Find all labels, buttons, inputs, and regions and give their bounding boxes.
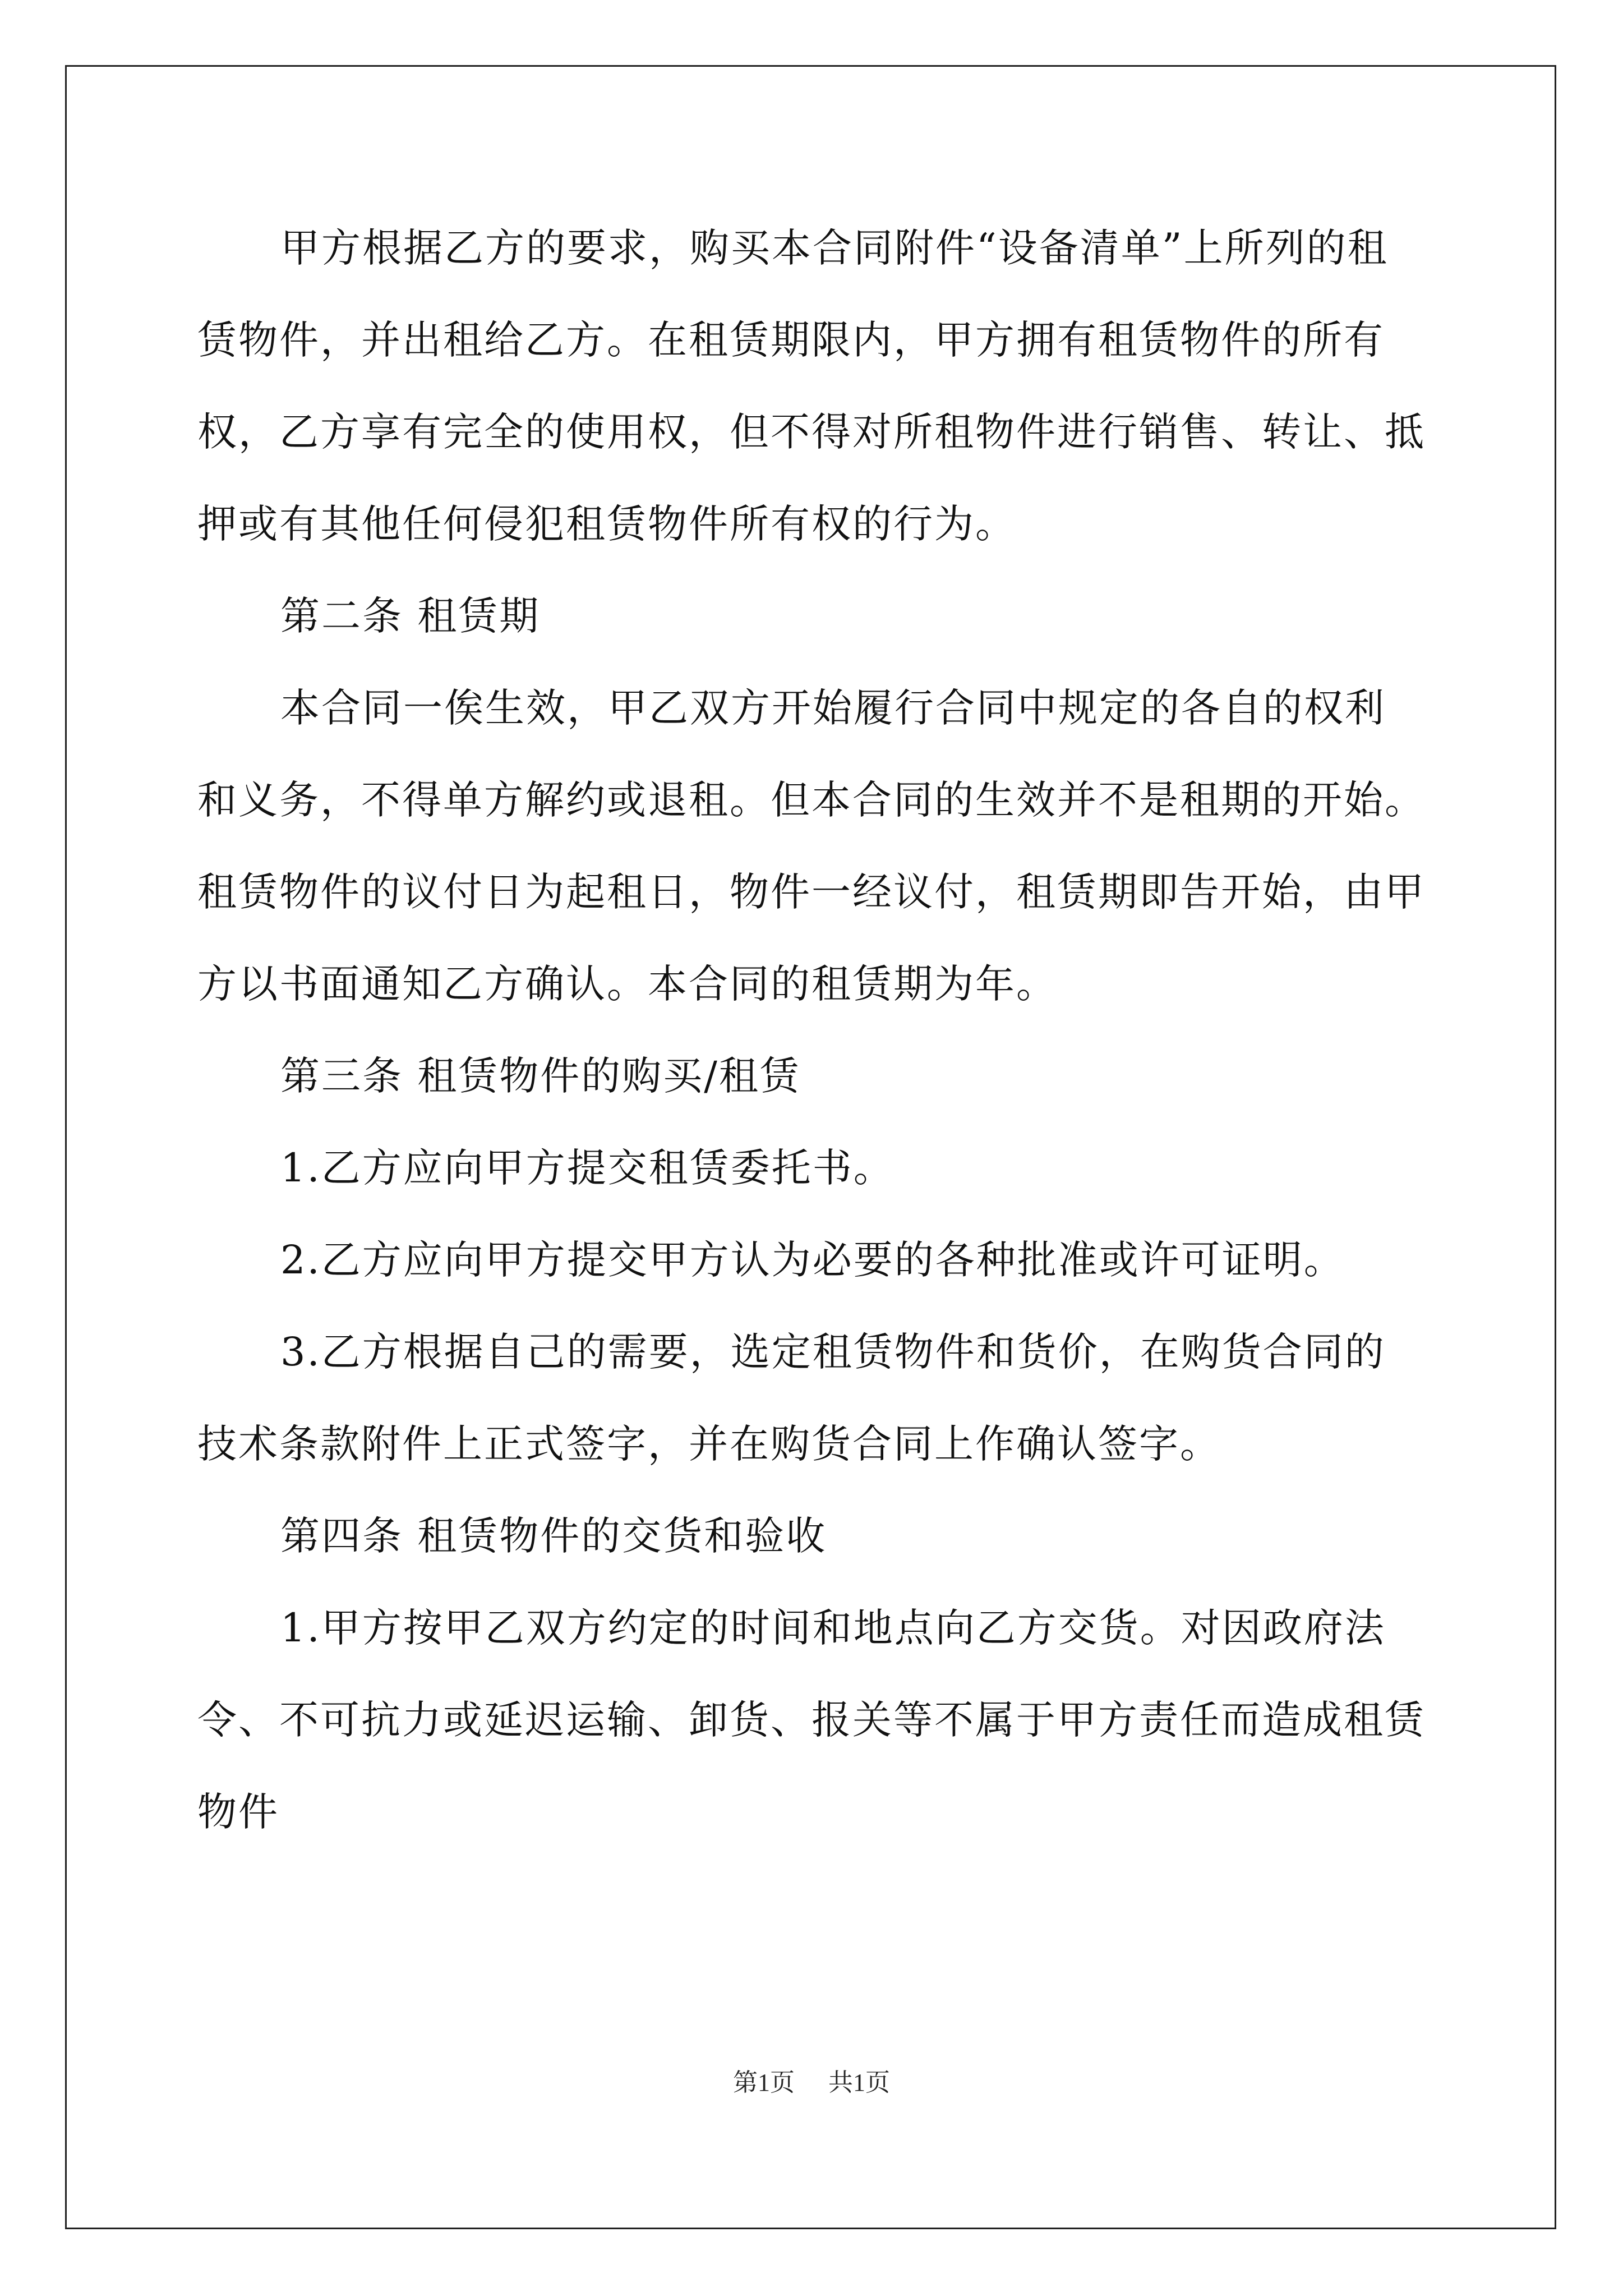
page-number: 第1页 [733, 2069, 795, 2096]
clause-3-1: 1.乙方应向甲方提交租赁委托书。 [280, 1145, 895, 1191]
clause-3-2: 2.乙方应向甲方提交甲方认为必要的各种批准或许可证明。 [280, 1237, 1345, 1283]
paragraph-lease-term: 本合同一俟生效，甲乙双方开始履行合同中规定的各自的权利和义务，不得单方解约或退租。但本合同的生效并不是租期的开始。租赁物件的议付日为起租日，物件一经议付，租赁期即告开始，由甲方以书面通知乙方确认。本合同的租赁期为年。 [197, 685, 1426, 1007]
article-4-heading: 第四条 租赁物件的交货和验收 [280, 1513, 827, 1559]
clause-4-1: 1.甲方按甲乙双方约定的时间和地点向乙方交货。对因政府法令、不可抗力或延迟运输、卸货、报关等不属于甲方责任而造成租赁物件 [197, 1605, 1426, 1835]
page-total: 共1页 [828, 2069, 890, 2096]
paragraph-intro: 甲方根据乙方的要求，购买本合同附件“设备清单”上所列的租赁物件，并出租给乙方。在租赁期限内，甲方拥有租赁物件的所有权，乙方享有完全的使用权，但不得对所租物件进行销售、转让、抵押或有其他任何侵犯租赁物件所有权的行为。 [197, 225, 1426, 547]
clause-3-3: 3.乙方根据自己的需要，选定租赁物件和货价，在购货合同的技术条款附件上正式签字，并在购货合同上作确认签字。 [197, 1329, 1386, 1467]
article-3-heading: 第三条 租赁物件的购买/租赁 [280, 1053, 801, 1099]
article-2-heading: 第二条 租赁期 [280, 593, 541, 639]
page-footer [0, 2062, 1623, 2098]
document-body [197, 202, 1426, 1858]
